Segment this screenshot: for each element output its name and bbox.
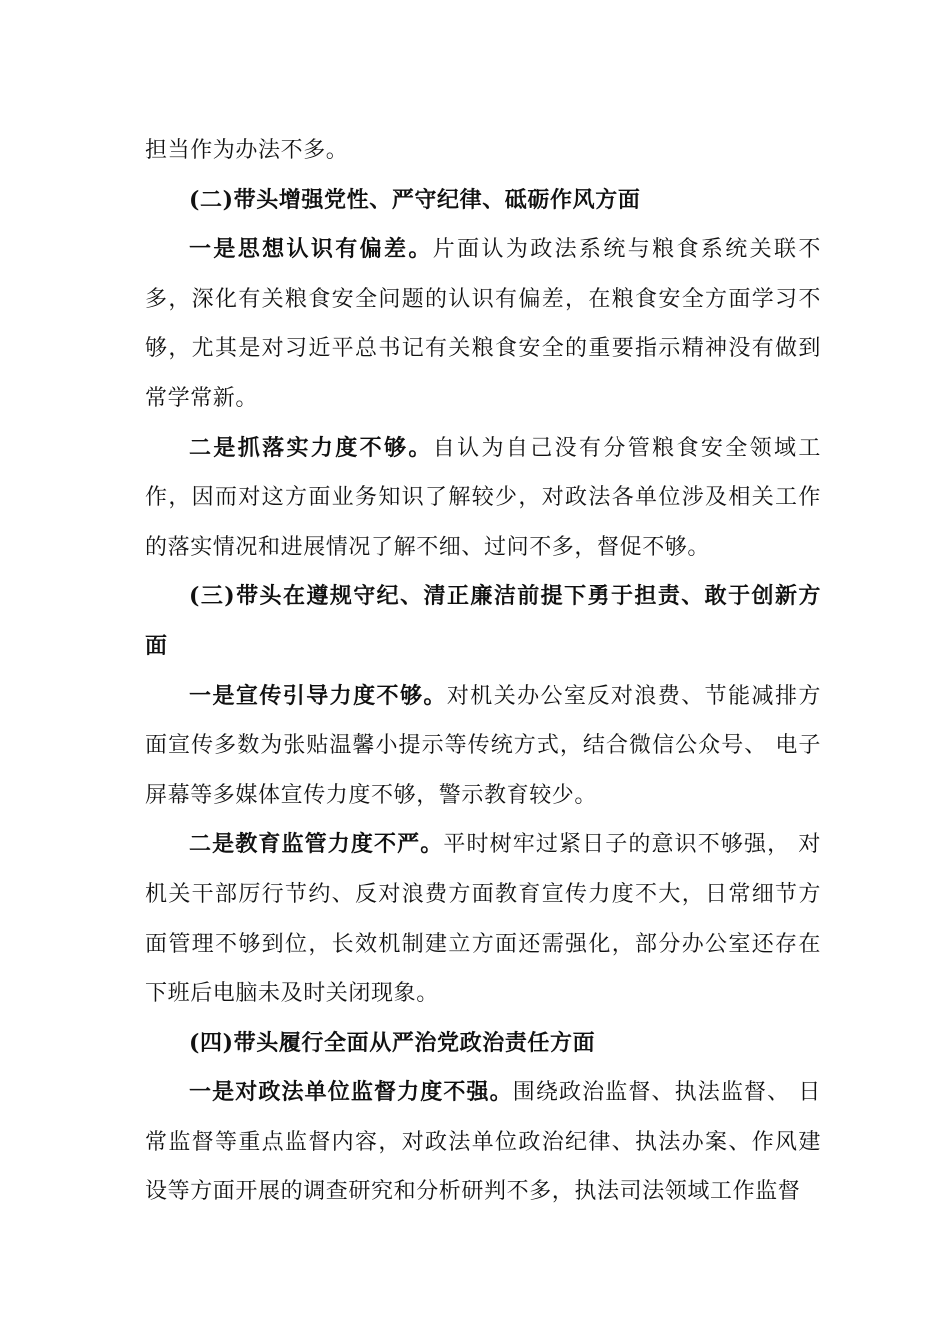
paragraph-lead: 二是抓落实力度不够。 <box>189 434 433 461</box>
paragraph-text: 自认为自己没有分管粮食安全领域工作，因而对这方面业务知识了解较少，对政法各单位涉及相关工作的落实情况和进展情况了解不细、过问不多，督促不够。 <box>145 435 821 560</box>
heading-text: (二)带头增强党性、严守纪律、砥砺作风方面 <box>189 186 641 213</box>
paragraph-text: 平时树牢过紧日子的意识不够强， 对机关干部厉行节约、反对浪费方面教育宣传力度不大，日常细节方面管理不够到位，长效机制建立方面还需强化，部分办公室还存在下班后电脑未及时关闭现象。 <box>145 832 821 1007</box>
heading-text: (四)带头履行全面从严治党政治责任方面 <box>189 1029 596 1056</box>
paragraph-text: 担当作为办法不多。 <box>145 138 349 163</box>
paragraph-continuation <box>145 126 821 176</box>
section-heading-2 <box>145 176 821 226</box>
heading-text: (三)带头在遵规守纪、清正廉洁前提下勇于担责、敢于创新方面 <box>145 583 821 659</box>
paragraph-lead: 二是教育监管力度不严。 <box>189 831 444 858</box>
section-heading-4 <box>145 1019 821 1069</box>
section-heading-3 <box>145 572 821 671</box>
paragraph-item <box>145 820 821 1018</box>
paragraph-text: 围绕政治监督、执法监督、 日常监督等重点监督内容，对政法单位政治纪律、执法办案、作风建设等方面开展的调查研究和分析研判不多，执法司法领域工作监督 <box>145 1080 821 1205</box>
paragraph-item <box>145 424 821 573</box>
paragraph-item <box>145 672 821 821</box>
paragraph-item <box>145 1068 821 1217</box>
paragraph-text: 片面认为政法系统与粮食系统关联不多，深化有关粮食安全问题的认识有偏差，在粮食安全方面学习不够，尤其是对习近平总书记有关粮食安全的重要指示精神没有做到常学常新。 <box>145 237 821 411</box>
document-body <box>145 126 821 1217</box>
paragraph-lead: 一是思想认识有偏差。 <box>189 236 433 263</box>
paragraph-item <box>145 225 821 423</box>
paragraph-lead: 一是对政法单位监督力度不强。 <box>189 1079 513 1106</box>
paragraph-lead: 一是宣传引导力度不够。 <box>189 682 447 709</box>
paragraph-text: 对机关办公室反对浪费、节能减排方面宣传多数为张贴温馨小提示等传统方式，结合微信公众号、 电子屏幕等多媒体宣传力度不够，警示教育较少。 <box>145 683 821 808</box>
